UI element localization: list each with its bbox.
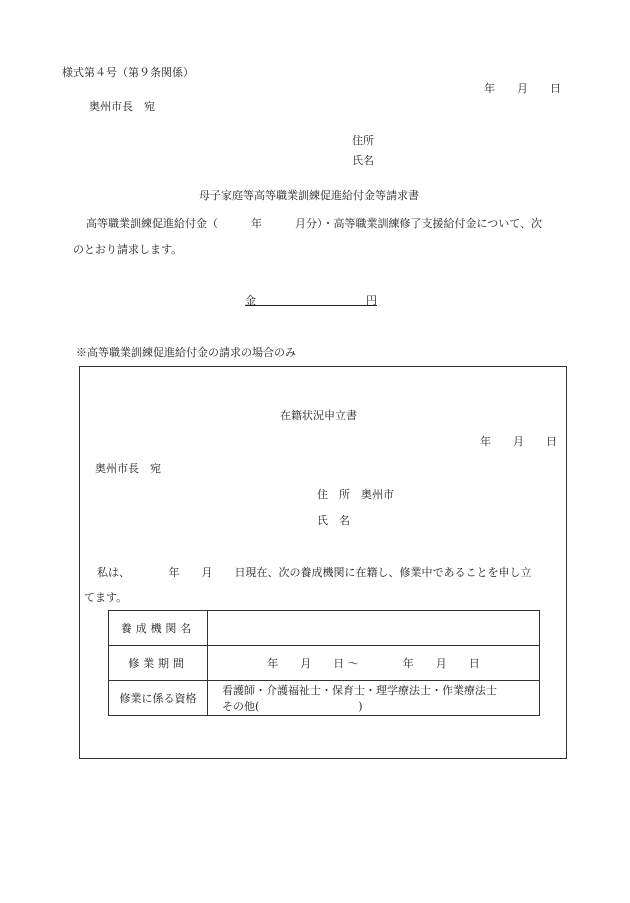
name-label: 氏名	[352, 154, 374, 167]
amount-prefix: 金	[245, 294, 256, 307]
body-text-line-2: のとおり請求します。	[73, 243, 183, 256]
table-row	[109, 611, 540, 646]
institution-label: 養成機関名	[109, 611, 208, 646]
amount-suffix: 円	[366, 294, 377, 307]
period-value: 年 月 日 〜 年 月 日	[208, 646, 540, 681]
enrollment-table	[108, 610, 540, 716]
amount-line	[245, 295, 377, 306]
date-line: 年 月 日	[484, 82, 561, 95]
form-number: 様式第４号（第９条関係）	[62, 66, 194, 79]
enrollment-statement-line-2: てます。	[84, 591, 128, 604]
qualification-line-1: 看護師・介護福祉士・保育士・理学療法士・作業療法士	[222, 684, 497, 697]
document-title: 母子家庭等高等職業訓練促進給付金等請求書	[199, 189, 419, 202]
enrollment-statement-line-1: 私は、 年 月 日現在、次の養成機関に在籍し、修業中であることを申し立	[97, 566, 532, 579]
body-text-line-1: 高等職業訓練促進給付金（ 年 月分）・高等職業訓練修了支援給付金について、次	[86, 217, 543, 230]
enrollment-date-line: 年 月 日	[480, 435, 557, 448]
enrollment-addressee: 奥州市長 宛	[95, 462, 161, 475]
table-row	[109, 646, 540, 681]
qualification-line-2: その他( )	[222, 700, 363, 713]
enrollment-name-label: 氏 名	[317, 514, 350, 527]
addressee: 奥州市長 宛	[89, 100, 155, 113]
address-label: 住所	[352, 134, 374, 147]
enrollment-note: ※高等職業訓練促進給付金の請求の場合のみ	[76, 346, 296, 359]
amount-blank	[256, 294, 366, 307]
enrollment-address	[317, 489, 394, 500]
enrollment-address-label: 住 所	[317, 488, 350, 501]
enrollment-title: 在籍状況申立書	[280, 409, 357, 422]
enrollment-address-value: 奥州市	[361, 488, 394, 501]
table-row	[109, 681, 540, 716]
qualification-label: 修業に係る資格	[109, 681, 208, 716]
institution-value	[208, 611, 540, 646]
qualification-value	[208, 681, 540, 716]
period-label: 修業期間	[109, 646, 208, 681]
